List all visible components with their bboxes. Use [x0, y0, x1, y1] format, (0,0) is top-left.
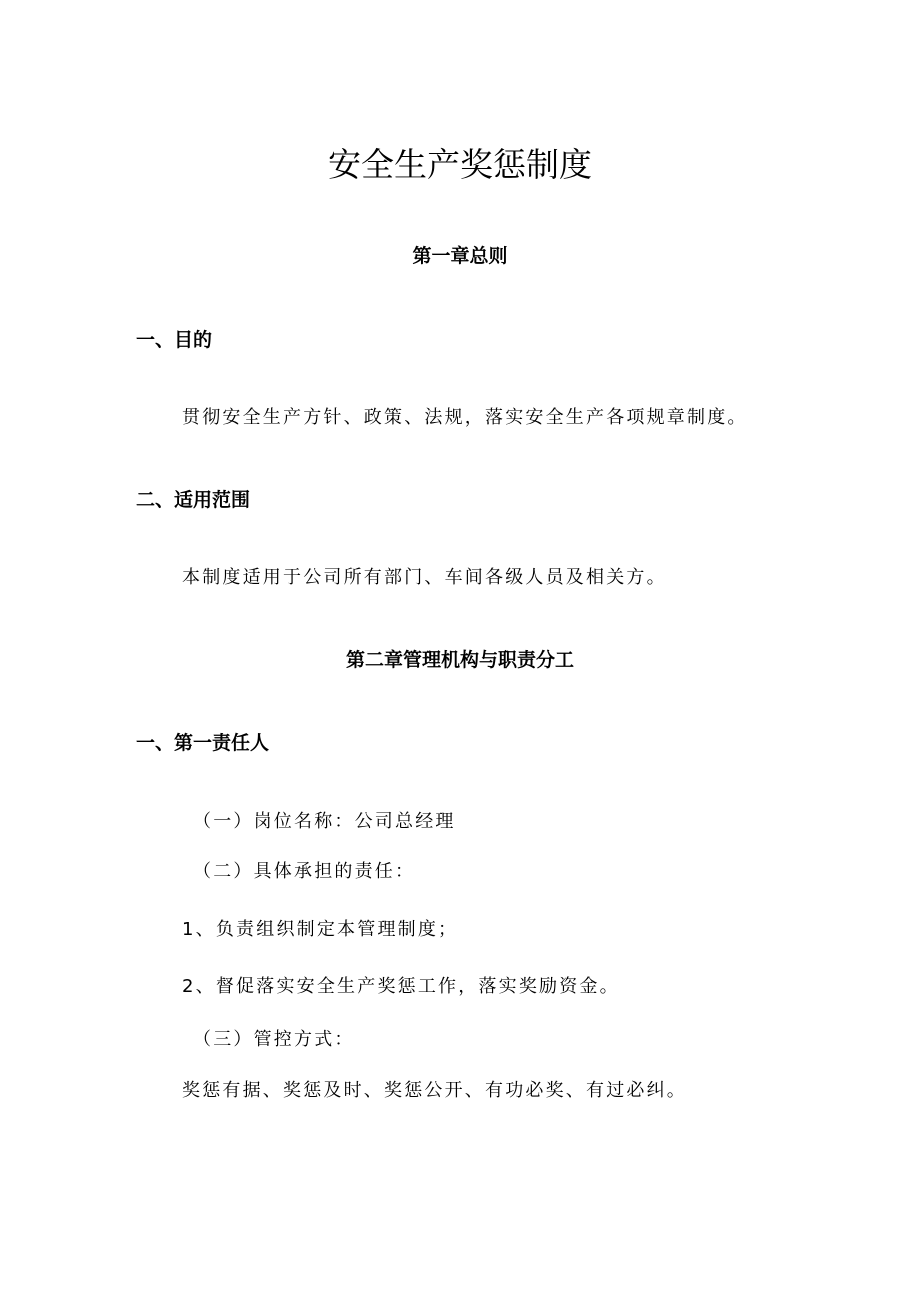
- duties-heading-line: （二）具体承担的责任：: [193, 861, 416, 882]
- section-scope-text: 本制度适用于公司所有部门、车间各级人员及相关方。: [182, 567, 667, 588]
- section-purpose-text: 贯彻安全生产方针、政策、法规，落实安全生产各项规章制度。: [182, 407, 748, 428]
- duty-item-2: 2、督促落实安全生产奖惩工作，落实奖励资金。: [182, 976, 620, 997]
- chapter-1-title: 第一章总则: [412, 245, 508, 267]
- chapter-2-title: 第二章管理机构与职责分工: [345, 649, 574, 671]
- duty-item-1: 1、负责组织制定本管理制度；: [182, 919, 459, 940]
- section-responsible-heading: 一、第一责任人: [136, 732, 270, 754]
- control-heading-line: （三）管控方式：: [193, 1029, 355, 1050]
- section-purpose-heading: 一、目的: [136, 329, 213, 351]
- section-scope-heading: 二、适用范围: [136, 489, 251, 511]
- document-title: 安全生产奖惩制度: [328, 145, 592, 184]
- position-name-line: （一）岗位名称：公司总经理: [193, 811, 456, 832]
- control-method-text: 奖惩有据、奖惩及时、奖惩公开、有功必奖、有过必纠。: [182, 1080, 687, 1101]
